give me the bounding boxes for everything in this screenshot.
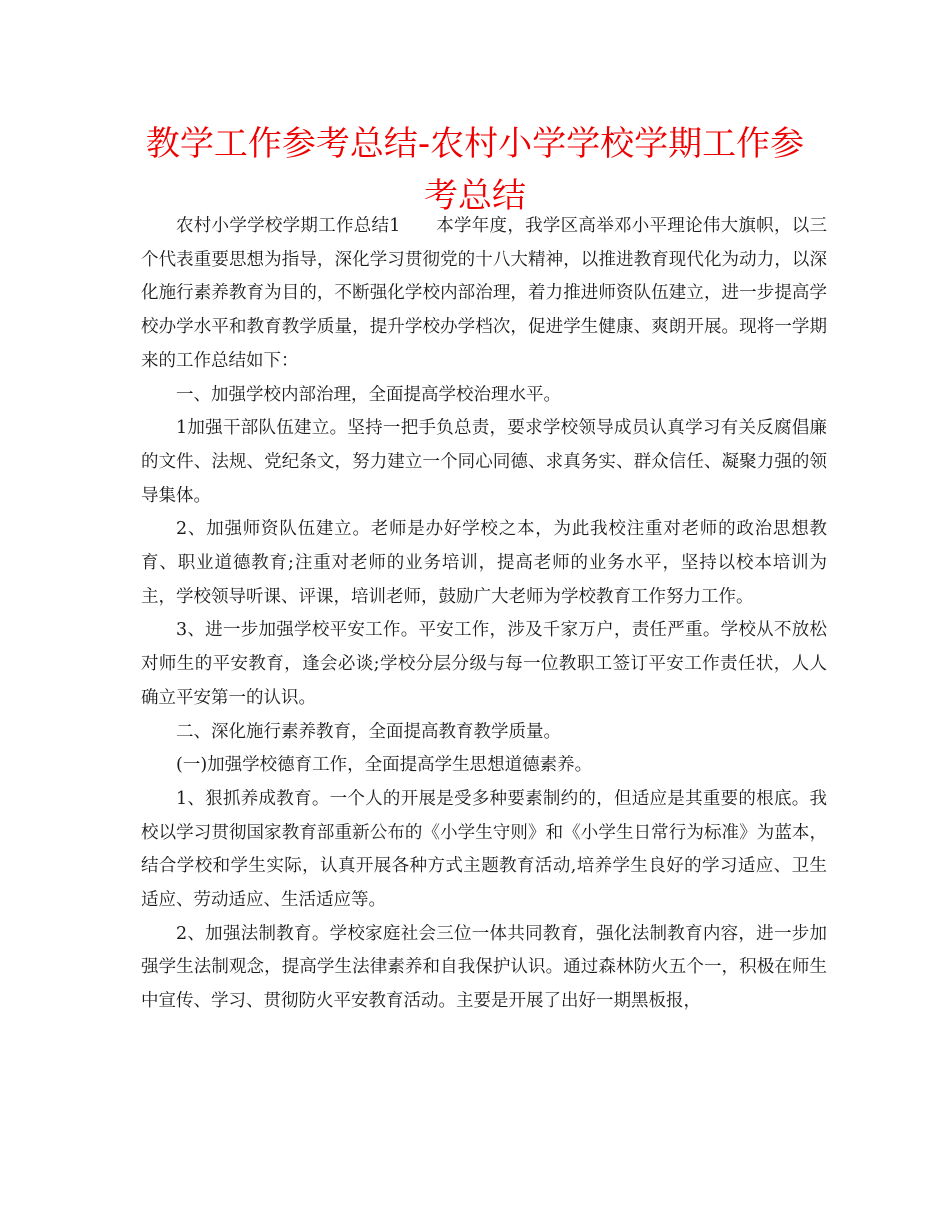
paragraph-section-1-heading: 一、加强学校内部治理，全面提高学校治理水平。 bbox=[176, 384, 561, 405]
document-title: 教学工作参考总结-农村小学学校学期工作参考总结 bbox=[145, 124, 805, 216]
paragraph-intro: 农村小学学校学期工作总结1 本学年度，我学区高举邓小平理论伟大旗帜，以三个代表重要思想为指导，深化学习贯彻党的十八大精神，以推进教育现代化为动力，以深化施行素养教育为目的，不断强化学校内部治理，着力推进师资队伍建立，进一步提高学校办学水平和教育教学质量，提升学校办学档次，促进学生健康、爽朗开展。现将一学期来的工作总结如下： bbox=[141, 216, 827, 371]
document-body bbox=[141, 210, 827, 1019]
paragraph-section-2-heading: 二、深化施行素养教育，全面提高教育教学质量。 bbox=[176, 721, 561, 742]
paragraph-2-1: 1、狠抓养成教育。一个人的开展是受多种要素制约的，但适应是其重要的根底。我校以学习贯彻国家教育部重新公布的《小学生守则》和《小学生日常行为标准》为蓝本，结合学校和学生实际，认真开展各种方式主题教育活动,培养学生良好的学习适应、卫生适应、劳动适应、生活适应等。 bbox=[141, 788, 827, 911]
paragraph-1-1: 1加强干部队伍建立。坚持一把手负总责，要求学校领导成员认真学习有关反腐倡廉的文件、法规、党纪条文，努力建立一个同心同德、求真务实、群众信任、凝聚力强的领导集体。 bbox=[141, 418, 827, 506]
paragraph-1-2: 2、加强师资队伍建立。老师是办好学校之本，为此我校注重对老师的政治思想教育、职业道德教育;注重对老师的业务培训，提高老师的业务水平，坚持以校本培训为主，学校领导听课、评课，培训老师，鼓励广大老师为学校教育工作努力工作。 bbox=[141, 519, 827, 607]
paragraph-2-2: 2、加强法制教育。学校家庭社会三位一体共同教育，强化法制教育内容，进一步加强学生法制观念，提高学生法律素养和自我保护认识。通过森林防火五个一，积极在师生中宣传、学习、贯彻防火平安教育活动。主要是开展了出好一期黑板报， bbox=[141, 923, 827, 1012]
paragraph-1-3: 3、进一步加强学校平安工作。平安工作，涉及千家万户，责任严重。学校从不放松对师生的平安教育，逢会必谈;学校分层分级与每一位教职工签订平安工作责任状，人人确立平安第一的认识。 bbox=[141, 620, 827, 708]
paragraph-2-subheading: (一)加强学校德育工作，全面提高学生思想道德素养。 bbox=[176, 755, 593, 776]
